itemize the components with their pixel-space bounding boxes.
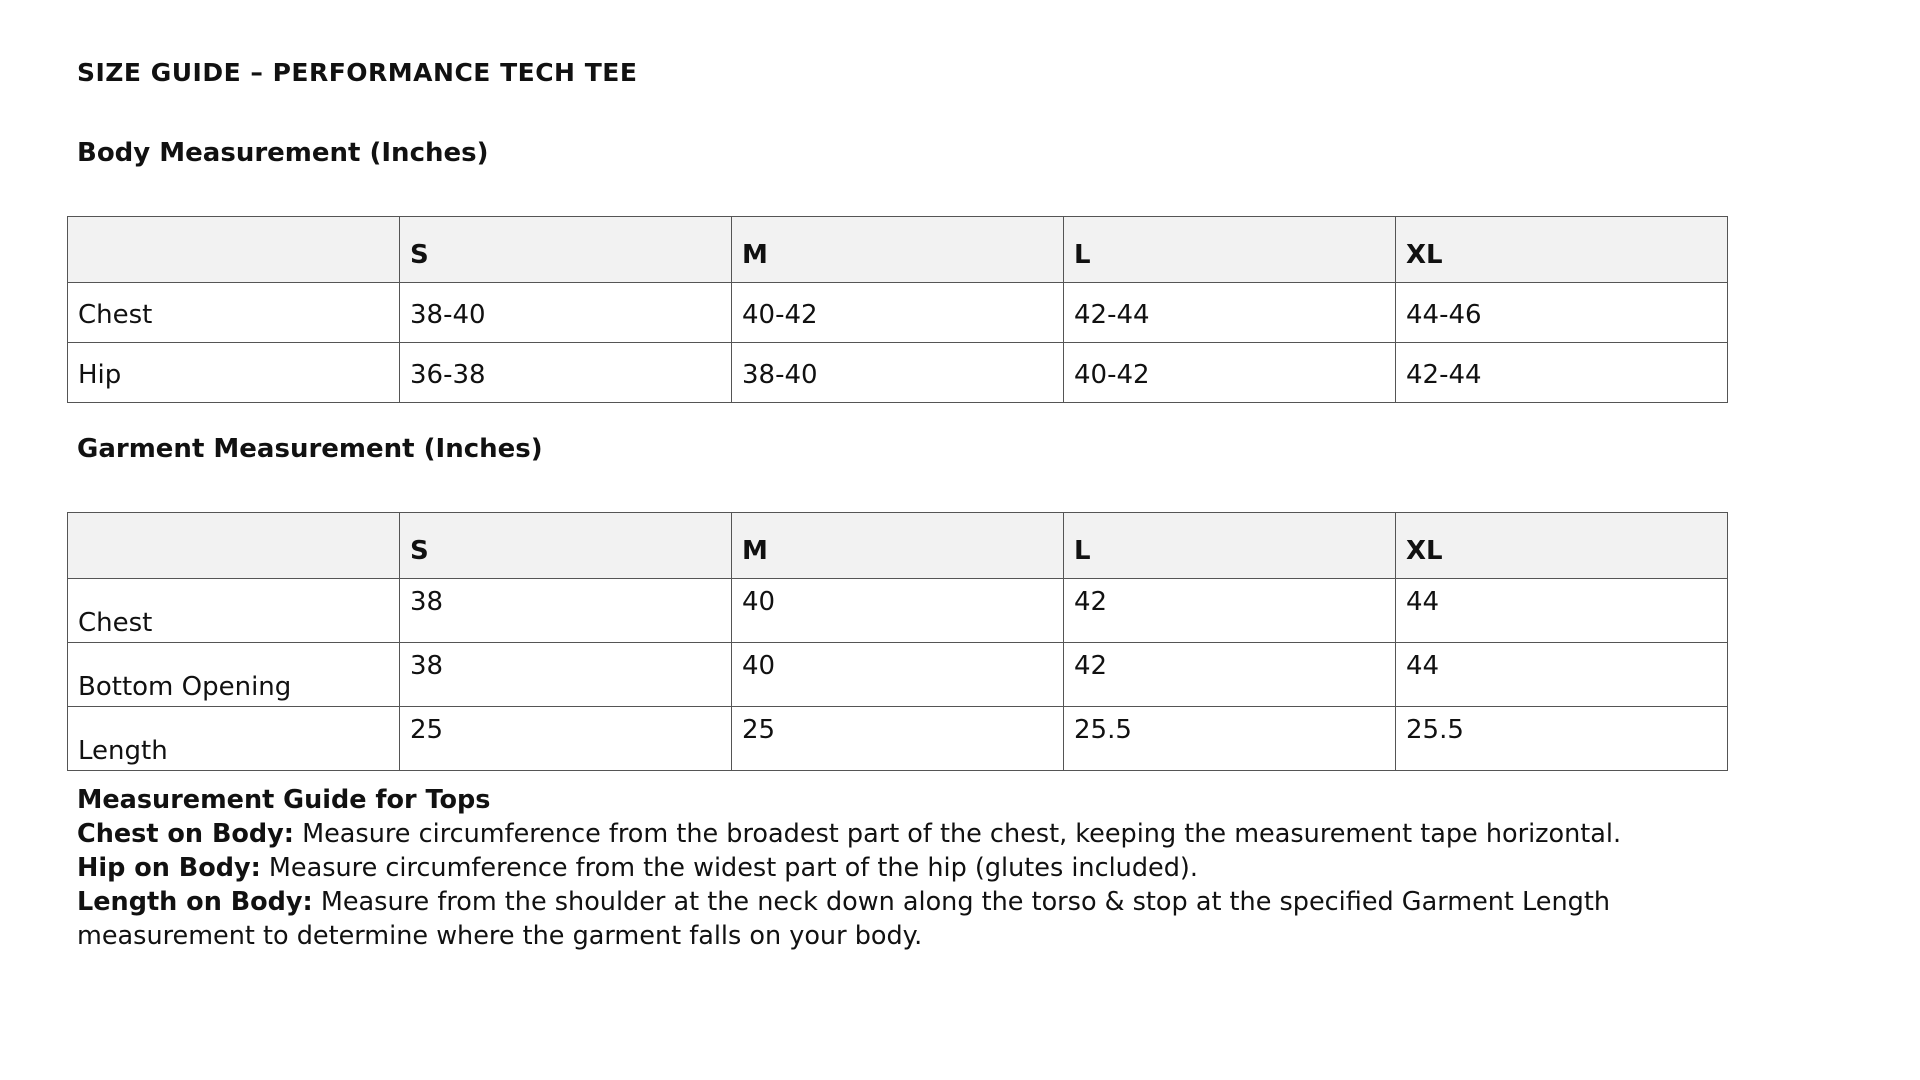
table-cell: 40-42 bbox=[732, 283, 1064, 343]
table-cell: 42-44 bbox=[1064, 283, 1396, 343]
table-cell: 25 bbox=[400, 707, 732, 771]
table-cell: 44-46 bbox=[1396, 283, 1728, 343]
table-row bbox=[68, 343, 1728, 403]
measurement-guide-heading: Measurement Guide for Tops bbox=[77, 785, 491, 815]
table-cell: 42 bbox=[1064, 579, 1396, 643]
guide-term: Hip on Body: bbox=[77, 853, 261, 883]
table-row bbox=[68, 579, 1728, 643]
row-label-length: Length bbox=[68, 707, 400, 771]
table-cell: 44 bbox=[1396, 643, 1728, 707]
table-cell: 38 bbox=[400, 579, 732, 643]
table-cell: 40 bbox=[732, 579, 1064, 643]
guide-item-length bbox=[77, 885, 1757, 953]
garment-measurement-heading: Garment Measurement (Inches) bbox=[77, 434, 543, 464]
table-row bbox=[68, 643, 1728, 707]
row-label-chest: Chest bbox=[68, 283, 400, 343]
table-cell: 38-40 bbox=[732, 343, 1064, 403]
column-header-m: M bbox=[732, 513, 1064, 579]
guide-term: Length on Body: bbox=[77, 887, 313, 917]
page-title: SIZE GUIDE – PERFORMANCE TECH TEE bbox=[77, 58, 638, 87]
table-cell: 42-44 bbox=[1396, 343, 1728, 403]
table-cell: 36-38 bbox=[400, 343, 732, 403]
table-row bbox=[68, 707, 1728, 771]
column-header-m: M bbox=[732, 217, 1064, 283]
column-header-blank bbox=[68, 513, 400, 579]
row-label-bottom-opening: Bottom Opening bbox=[68, 643, 400, 707]
table-cell: 38-40 bbox=[400, 283, 732, 343]
table-row bbox=[68, 283, 1728, 343]
guide-text: Measure circumference from the broadest part of the chest, keeping the measurement tape horizontal. bbox=[294, 819, 1622, 849]
row-label-hip: Hip bbox=[68, 343, 400, 403]
table-cell: 25.5 bbox=[1396, 707, 1728, 771]
column-header-xl: XL bbox=[1396, 217, 1728, 283]
column-header-l: L bbox=[1064, 217, 1396, 283]
table-cell: 38 bbox=[400, 643, 732, 707]
table-cell: 40 bbox=[732, 643, 1064, 707]
table-cell: 25.5 bbox=[1064, 707, 1396, 771]
guide-text: Measure circumference from the widest part of the hip (glutes included). bbox=[260, 853, 1198, 883]
measurement-guide bbox=[77, 783, 1757, 953]
guide-text: Measure from the shoulder at the neck down along the torso & stop at the specified Garment Length measurement to determine where the garment falls on your body. bbox=[77, 887, 1610, 951]
body-measurement-heading: Body Measurement (Inches) bbox=[77, 138, 489, 168]
table-cell: 40-42 bbox=[1064, 343, 1396, 403]
garment-measurement-table bbox=[67, 512, 1728, 771]
table-header-row bbox=[68, 513, 1728, 579]
column-header-blank bbox=[68, 217, 400, 283]
guide-item-chest bbox=[77, 817, 1757, 851]
body-measurement-table bbox=[67, 216, 1728, 403]
table-cell: 42 bbox=[1064, 643, 1396, 707]
column-header-l: L bbox=[1064, 513, 1396, 579]
guide-item-hip bbox=[77, 851, 1757, 885]
column-header-s: S bbox=[400, 513, 732, 579]
column-header-s: S bbox=[400, 217, 732, 283]
row-label-chest: Chest bbox=[68, 579, 400, 643]
column-header-xl: XL bbox=[1396, 513, 1728, 579]
table-cell: 25 bbox=[732, 707, 1064, 771]
table-cell: 44 bbox=[1396, 579, 1728, 643]
guide-term: Chest on Body: bbox=[77, 819, 294, 849]
table-header-row bbox=[68, 217, 1728, 283]
